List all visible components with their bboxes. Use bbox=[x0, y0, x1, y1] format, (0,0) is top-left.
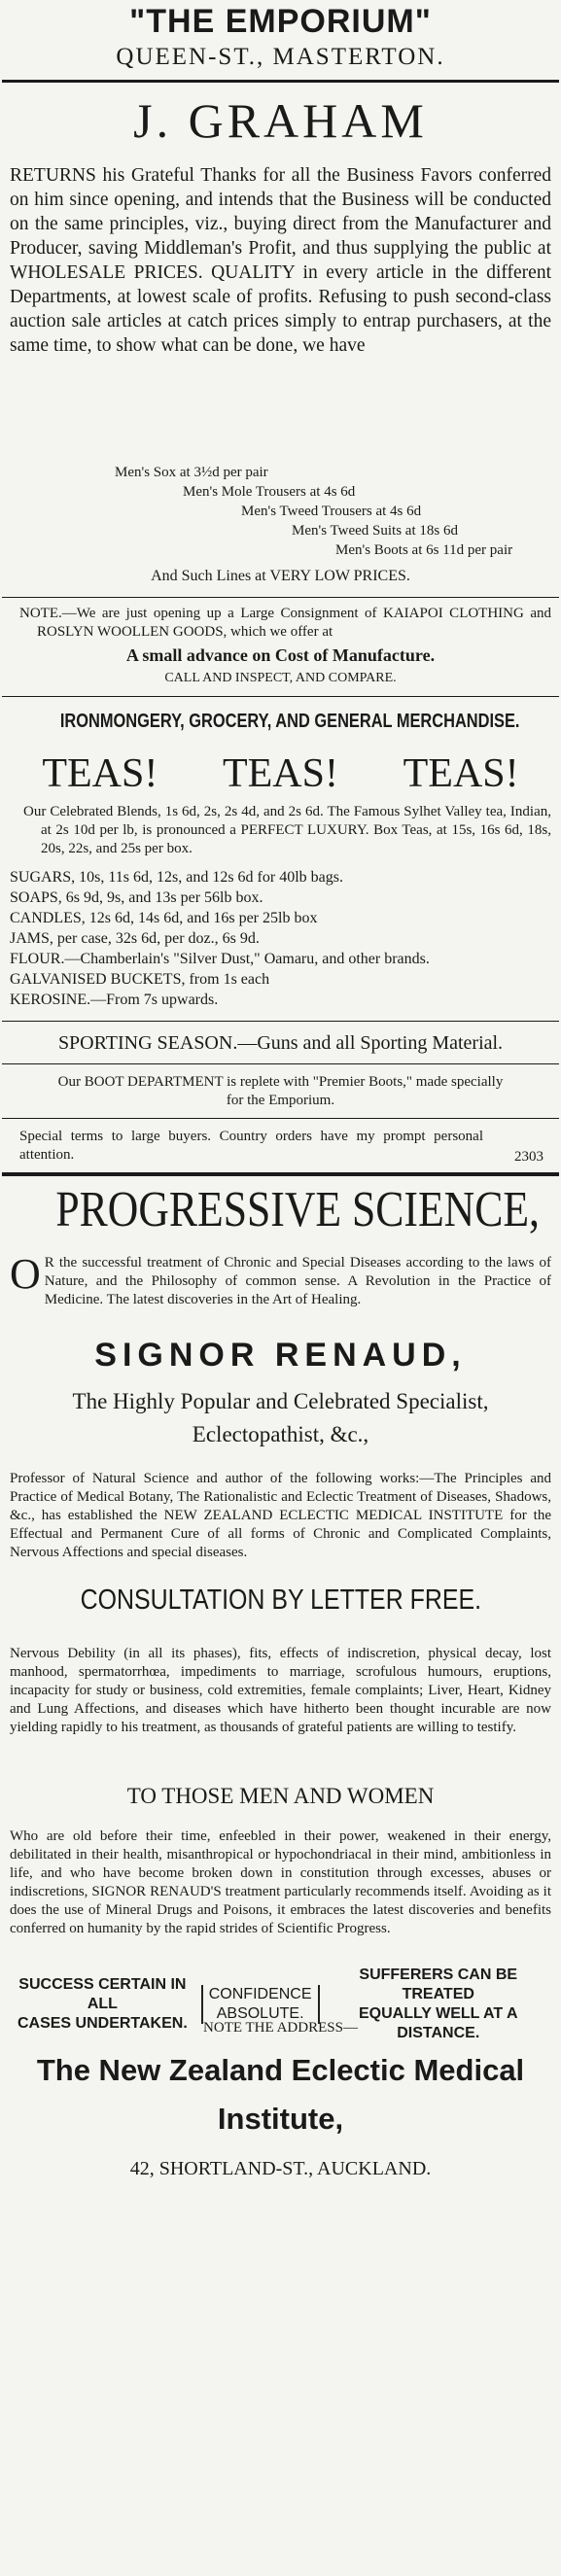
success-right-2: EQUALLY WELL AT A DISTANCE. bbox=[358, 2005, 518, 2041]
divider bbox=[2, 597, 559, 598]
science-intro-text: R the successful treatment of Chronic and Special Diseases according to the laws of Nature, and the Philosophy of common sense. A Revolution in the Practice of Medicine. The latest discoveries in the Art of Healing. bbox=[44, 1255, 551, 1307]
teas-heading bbox=[10, 750, 551, 797]
divider bbox=[2, 1021, 559, 1022]
emporium-title: "THE EMPORIUM" bbox=[129, 3, 432, 40]
departments-text: IRONMONGERY, GROCERY, AND GENERAL MERCHANDISE. bbox=[59, 711, 520, 732]
proprietor-name: J. GRAHAM bbox=[133, 93, 428, 148]
teas-paragraph: Our Celebrated Blends, 1s 6d, 2s, 2s 4d, and 2s 6d. The Famous Sylhet Valley tea, Indian, at 2s 10d per lb, is pronounced a PERFECT LUXURY. Box Teas, at 15s, 16s 6d, 18s, 20s, 22s, and 25s per box. bbox=[23, 804, 551, 856]
divider bbox=[2, 696, 559, 697]
success-mid-2: ABSOLUTE. bbox=[216, 2005, 304, 2022]
science-intro bbox=[10, 1250, 551, 1309]
emporium-address: QUEEN-ST., MASTERTON. bbox=[116, 44, 445, 70]
street-address: 42, SHORTLAND-ST., AUCKLAND. bbox=[129, 2158, 432, 2179]
prices-footer: And Such Lines at VERY LOW PRICES. bbox=[151, 568, 410, 584]
who-are-paragraph: Who are old before their time, enfeebled in their power, weakened in their energy, debilitated in their health, misanthropical or hypochondriacal in their mind, ambitionless in life, and who have become broken down in constitution through excesses, abuses or indiscretions, SIGNOR RENAUD'S treatment particularly recommends itself. Avoiding as it does the use of Mineral Drugs and Poisons, it embraces the latest discoveries and benefits conferred on humanity by the rapid strides of Scientific Progress. bbox=[10, 1828, 551, 1936]
specialist-line: The Highly Popular and Celebrated Specialist, bbox=[72, 1389, 489, 1413]
eclectopathist-line: Eclectopathist, &c., bbox=[192, 1422, 369, 1446]
teas-1: TEAS! bbox=[42, 751, 158, 796]
dropcap: O bbox=[10, 1250, 41, 1298]
goods-candles: CANDLES, 12s 6d, 14s 6d, and 16s per 25lb box bbox=[10, 910, 318, 926]
divider bbox=[2, 1063, 559, 1064]
success-mid bbox=[201, 1985, 320, 2024]
success-left-2: CASES UNDERTAKEN. bbox=[17, 2015, 188, 2032]
ad-number: 2303 bbox=[514, 1149, 543, 1165]
goods-jams: JAMS, per case, 32s 6d, per doz., 6s 9d. bbox=[10, 930, 260, 947]
note-address: NOTE THE ADDRESS— bbox=[203, 2020, 358, 2036]
teas-2: TEAS! bbox=[222, 751, 338, 796]
price-line-mole: Men's Mole Trousers at 4s 6d bbox=[183, 484, 356, 500]
teas-3: TEAS! bbox=[403, 751, 519, 796]
price-line-trousers: Men's Tweed Trousers at 4s 6d bbox=[241, 504, 422, 519]
call-line: CALL AND INSPECT, AND COMPARE. bbox=[164, 671, 397, 685]
intro-paragraph: RETURNS his Grateful Thanks for all the Business Favors conferred on him since opening, and intends that the Business will be conducted on the same principles, viz., buying direct from the Manufacturer and Producer, saving Middleman's Profit, and thus supplying the public at WHOLESALE PRICES. QUALITY in every article in the different Departments, at lowest scale of profits. Refusing to push second-class auction sale articles at catch prices simply to entrap purchasers, at the same time, to show what can be done, we have bbox=[10, 165, 551, 356]
price-line-boots: Men's Boots at 6s 11d per pair bbox=[335, 542, 513, 558]
departments-heading bbox=[10, 708, 551, 735]
goods-buckets: GALVANISED BUCKETS, from 1s each bbox=[10, 971, 270, 988]
institute-line-1: The New Zealand Eclectic Medical bbox=[36, 2053, 525, 2087]
signor-name: SIGNOR RENAUD, bbox=[94, 1337, 467, 1374]
note-paragraph: NOTE.—We are just opening up a Large Consignment of KAIAPOI CLOTHING and ROSLYN WOOLLEN GOODS, which we offer at bbox=[19, 606, 551, 640]
science-title-text: PROGRESSIVE SCIENCE, bbox=[55, 1182, 540, 1237]
success-left-1: SUCCESS CERTAIN IN ALL bbox=[18, 1976, 187, 2012]
boot-department: Our BOOT DEPARTMENT is replete with "Premier Boots," made specially for the Emporium. bbox=[57, 1074, 504, 1108]
goods-kerosine: KEROSINE.—From 7s upwards. bbox=[10, 992, 219, 1008]
institute-line-2: Institute, bbox=[217, 2102, 344, 2136]
success-mid-1: CONFIDENCE bbox=[208, 1986, 312, 2002]
goods-flour: FLOUR.—Chamberlain's "Silver Dust," Oamaru, and other brands. bbox=[10, 951, 430, 967]
small-advance: A small advance on Cost of Manufacture. bbox=[125, 645, 436, 665]
terms-line: Special terms to large buyers. Country orders have my prompt personal attention. bbox=[19, 1129, 483, 1163]
divider bbox=[2, 80, 559, 83]
consultation-heading bbox=[10, 1583, 551, 1618]
goods-list bbox=[10, 867, 551, 1010]
divider bbox=[2, 1118, 559, 1119]
price-line-suits: Men's Tweed Suits at 18s 6d bbox=[292, 523, 458, 539]
science-title bbox=[10, 1180, 551, 1240]
goods-soaps: SOAPS, 6s 9d, 9s, and 13s per 56lb box. bbox=[10, 889, 263, 906]
nervous-paragraph: Nervous Debility (in all its phases), fits, effects of indiscretion, physical decay, lost manhood, spermatorrhœa, impediments to marriage, scrofulous humours, eruptions, incapacity for study or business, cold extremities, female complaints; Liver, Heart, Kidney and Lung Affections, and diseases which have hitherto been thought incurable are now yielding rapidly to his treatment, as thousands of grateful patients are willing to testify. bbox=[10, 1646, 551, 1735]
goods-sugars: SUGARS, 10s, 11s 6d, 12s, and 12s 6d for 40lb bags. bbox=[10, 869, 343, 886]
price-line-sox: Men's Sox at 3½d per pair bbox=[115, 465, 268, 480]
professor-paragraph: Professor of Natural Science and author of the following works:—The Principles and Practice of Medical Botany, The Rationalistic and Eclectic Treatment of Diseases, Shadows, &c., has established the NEW ZEALAND ECLECTIC MEDICAL INSTITUTE for the Effectual and Permanent Cure of all forms of Chronic and Complicated Complaints, Nervous Affections and special diseases. bbox=[10, 1471, 551, 1560]
section-divider bbox=[2, 1172, 559, 1176]
success-right-1: SUFFERERS CAN BE TREATED bbox=[359, 1967, 518, 2002]
to-those-heading: TO THOSE MEN AND WOMEN bbox=[126, 1784, 435, 1808]
consultation-text: CONSULTATION BY LETTER FREE. bbox=[80, 1584, 481, 1616]
sporting-line: SPORTING SEASON.—Guns and all Sporting Material. bbox=[57, 1032, 504, 1054]
